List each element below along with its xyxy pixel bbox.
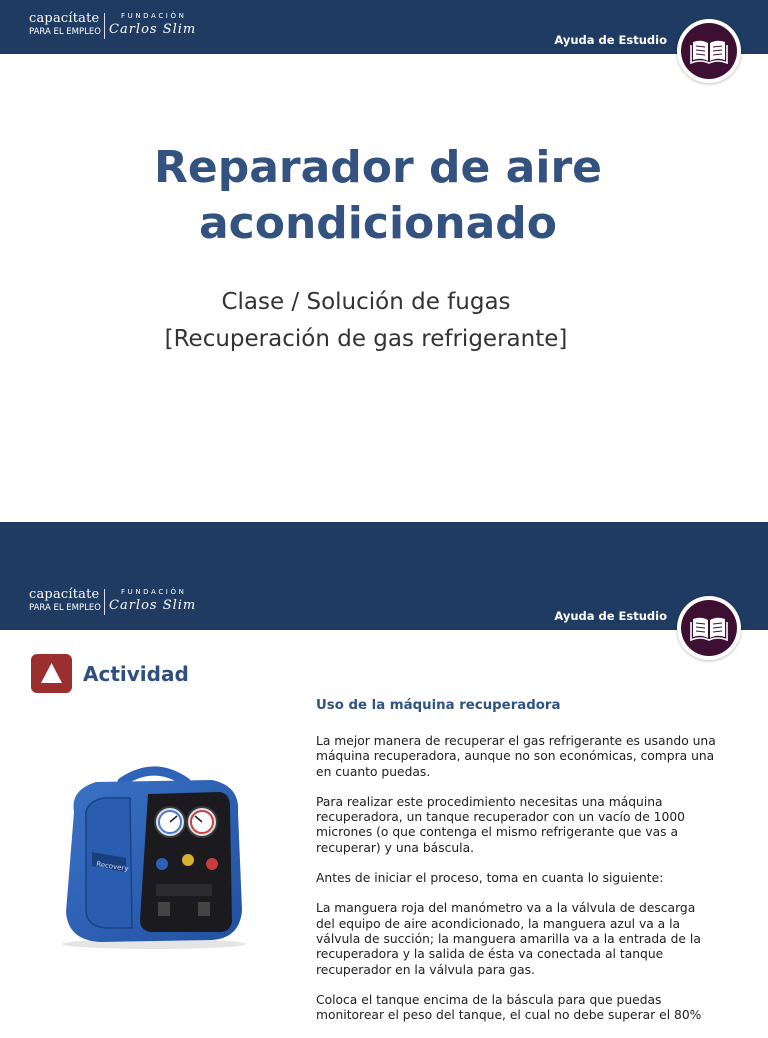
page-footer-band [0, 522, 768, 576]
content-paragraph-4: La manguera roja del manómetro va a la válvula de descarga del equipo de aire acondicionado, la manguera azul va a la válvula de succión; la manguera amarilla va a la entrada de la recuperadora y la salida de ésta va conectada al tanque recuperador en la válvula para gas. [316, 901, 701, 977]
study-help-label: Ayuda de Estudio [554, 609, 667, 623]
logo-fundacion: FUNDACIÓN [121, 12, 187, 20]
activity-label: Actividad [83, 662, 189, 686]
open-book-icon [690, 38, 728, 64]
logo-name: Carlos Slim [109, 598, 197, 613]
content-paragraph-3: Antes de iniciar el proceso, toma en cuanta lo siguiente: [316, 871, 664, 886]
logo-divider [104, 13, 105, 39]
study-help-label: Ayuda de Estudio [554, 33, 667, 47]
warning-triangle-icon [31, 654, 72, 693]
content-paragraph-1: La mejor manera de recuperar el gas refrigerante es usando una máquina recuperadora, aunque no son económicas, compra una en cuanto puedas. [316, 734, 716, 779]
logo-brand: capacítate [29, 11, 100, 26]
page-header [0, 0, 768, 54]
logo-divider [104, 589, 105, 615]
open-book-icon [690, 615, 728, 641]
course-title [0, 140, 756, 252]
logo-name: Carlos Slim [109, 22, 197, 37]
content-paragraph-5: Coloca el tanque encima de la báscula para que puedas monitorear el peso del tanque, el cual no debe superar el 80% [316, 992, 702, 1023]
content-heading: Uso de la máquina recuperadora [316, 698, 561, 713]
topic-subtitle: [Recuperación de gas refrigerante] [164, 326, 568, 352]
study-help-badge-2 [677, 596, 741, 660]
class-subtitle: Clase / Solución de fugas [221, 289, 511, 315]
logo-brand: capacítate [29, 587, 100, 602]
activity-content [316, 697, 716, 1038]
title-line-1: Reparador de aire [153, 142, 602, 193]
svg-text:Recovery: Recovery [95, 860, 130, 874]
recovery-machine-image [52, 760, 256, 950]
activity-icon [31, 654, 72, 693]
page-header-2 [0, 576, 768, 630]
title-line-2: acondicionado [198, 198, 558, 249]
logo-fundacion: FUNDACIÓN [121, 588, 187, 596]
content-paragraph-2: Para realizar este procedimiento necesitas una máquina recuperadora, un tanque recuperador con un vacío de 1000 micrones (o que contenga el mismo refrigerante que vas a recuperar) y una báscula. [316, 794, 685, 855]
logo-subtitle: PARA EL EMPLEO [29, 27, 101, 37]
study-help-badge [677, 19, 741, 83]
logo-subtitle: PARA EL EMPLEO [29, 603, 101, 613]
